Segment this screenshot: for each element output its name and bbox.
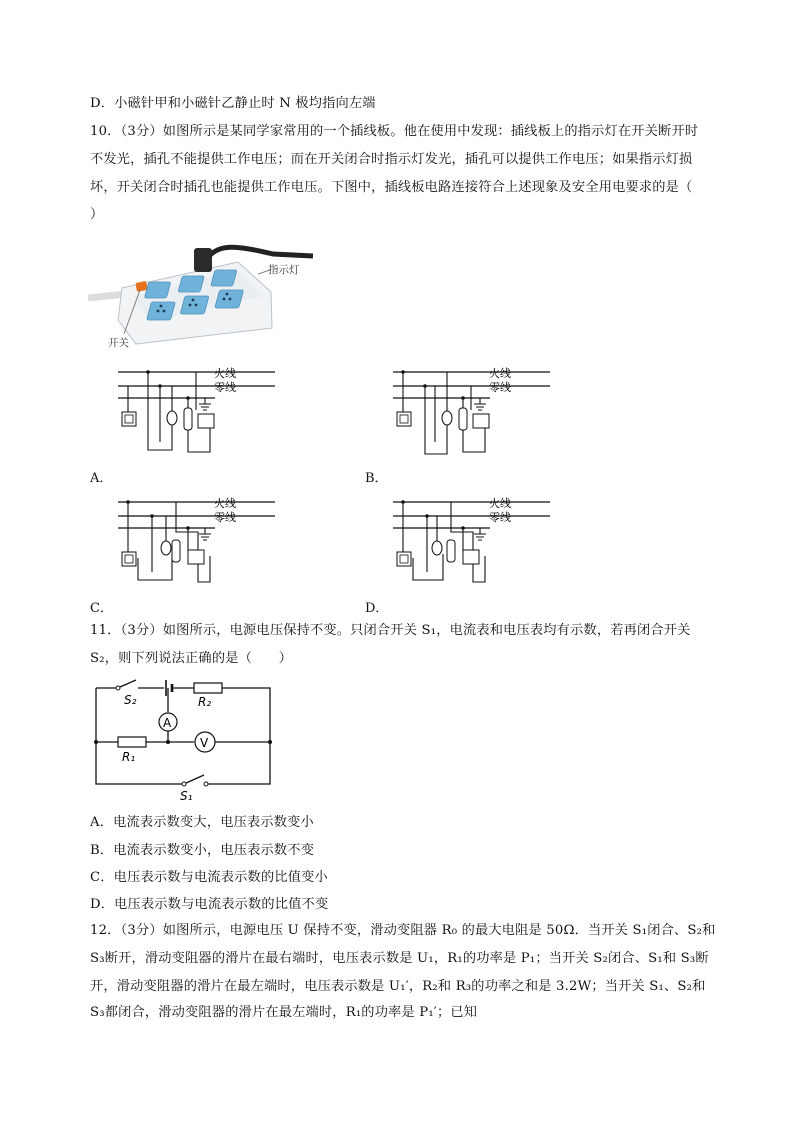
circuit-diagram-b <box>385 362 585 467</box>
q11-option-c[interactable]: C．电压表示数与电流表示数的比值变小 <box>90 870 328 885</box>
q10-stem-line1: 10．（3分）如图所示是某同学家常用的一个插线板。他在使用中发现：插线板上的指示灯在开关断开时 <box>90 124 699 139</box>
neutral-wire-label: 零线 <box>214 511 236 524</box>
q10-option-c[interactable]: C． <box>90 601 113 616</box>
s1-label: S₁ <box>180 789 193 803</box>
label-indicator-lamp: 指示灯 <box>268 264 300 276</box>
q11-stem-line1: 11．（3分）如图所示，电源电压保持不变。只闭合开关 S₁，电流表和电压表均有示数，若再闭合开关 <box>90 623 691 638</box>
ammeter-label: A <box>163 716 172 730</box>
neutral-wire-label: 零线 <box>489 381 511 394</box>
live-wire-label: 火线 <box>489 497 511 510</box>
q11-circuit-diagram <box>88 674 298 804</box>
q10-option-a[interactable]: A． <box>90 471 113 486</box>
power-strip-photo <box>88 240 328 355</box>
q12-stem-line3: 开，滑动变阻器的滑片在最左端时，电压表示数是 U₁′，R₂和 R₃的功率之和是 3.2W；当开关 S₁、S₂和 <box>90 979 706 994</box>
circuit-diagram-c <box>110 492 310 597</box>
q10-stem-line3: 坏，开关闭合时插孔也能提供工作电压。下图中，插线板电路连接符合上述现象及安全用电要求的是（ <box>90 180 693 195</box>
voltmeter-label: V <box>200 736 209 750</box>
label-switch: 开关 <box>108 337 129 349</box>
q10-stem-line2: 不发光，插孔不能提供工作电压；而在开关闭合时指示灯发光，插孔可以提供工作电压；如果指示灯损 <box>90 152 693 167</box>
neutral-wire-label: 零线 <box>489 511 511 524</box>
neutral-wire-label: 零线 <box>214 381 236 394</box>
q12-stem-line4: S₃都闭合，滑动变阻器的滑片在最左端时，R₁的功率是 P₁′；已知 <box>90 1005 478 1020</box>
r1-label: R₁ <box>122 750 136 764</box>
live-wire-label: 火线 <box>214 497 236 510</box>
q12-stem-line2: S₃断开，滑动变阻器的滑片在最右端时，电压表示数是 U₁，R₁的功率是 P₁；当开关 S₂闭合、S₁和 S₃断 <box>90 951 709 966</box>
r2-label: R₂ <box>198 695 212 709</box>
q11-option-b[interactable]: B．电流表示数变小，电压表示数不变 <box>90 843 315 858</box>
q10-option-b[interactable]: B． <box>365 471 388 486</box>
q11-stem-line2: S₂，则下列说法正确的是（ ） <box>90 651 293 666</box>
s2-label: S₂ <box>124 693 137 707</box>
circuit-diagram-d <box>385 492 585 597</box>
q12-stem-line1: 12．（3分）如图所示，电源电压 U 保持不变，滑动变阻器 R₀ 的最大电阻是 50Ω．当开关 S₁闭合、S₂和 <box>90 923 716 938</box>
circuit-diagram-a <box>110 362 310 467</box>
q9-option-d[interactable]: D．小磁针甲和小磁针乙静止时 N 极均指向左端 <box>90 96 376 111</box>
q10-stem-line4: ） <box>90 207 104 222</box>
q11-option-a[interactable]: A．电流表示数变大，电压表示数变小 <box>90 815 314 830</box>
q10-option-d[interactable]: D． <box>365 601 389 616</box>
live-wire-label: 火线 <box>214 367 236 380</box>
q11-option-d[interactable]: D．电压表示数与电流表示数的比值不变 <box>90 897 329 912</box>
live-wire-label: 火线 <box>489 367 511 380</box>
